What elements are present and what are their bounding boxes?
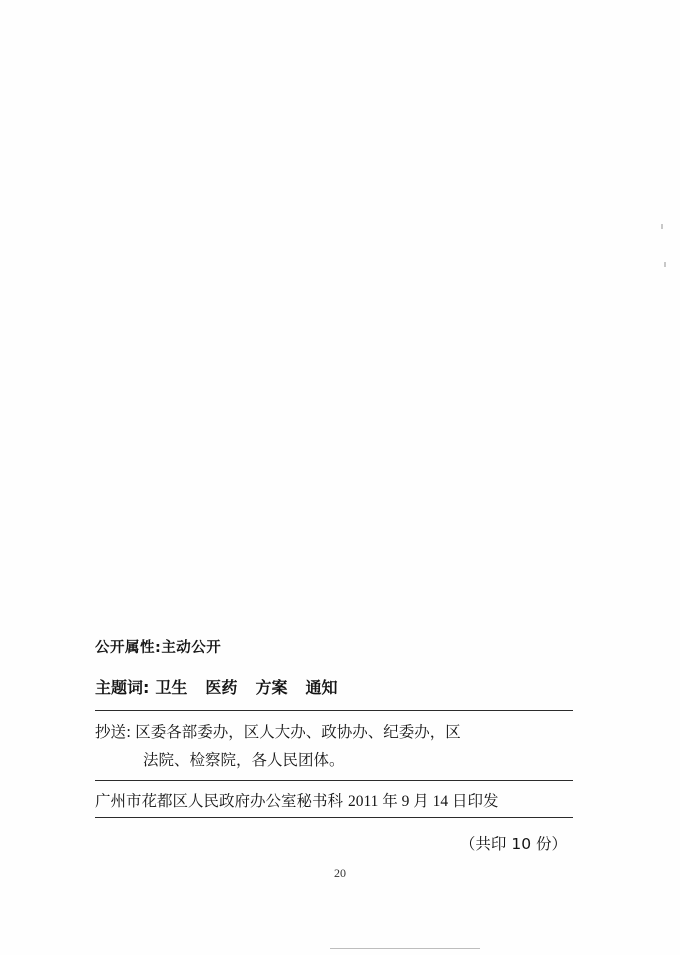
scan-speckle-1 xyxy=(661,224,663,229)
issuer-name: 广州市花都区人民政府办公室秘书科 xyxy=(95,792,344,810)
keywords-label: 主题词: xyxy=(95,678,150,697)
scan-speckle-2 xyxy=(664,262,666,267)
keywords-line xyxy=(95,675,585,698)
page-number: 20 xyxy=(334,866,346,880)
keyword-item: 方案 xyxy=(255,678,288,697)
scan-edge-line xyxy=(330,948,480,949)
cc-block xyxy=(95,711,585,780)
keyword-item: 医药 xyxy=(205,678,238,697)
disclosure-value: 主动公开 xyxy=(161,640,222,656)
disclosure-label: 公开属性: xyxy=(95,640,162,656)
issuer-line xyxy=(95,789,585,811)
copies-printed: （共印 10 份） xyxy=(459,835,567,853)
disclosure-attribute-line xyxy=(95,636,585,657)
cc-text-2: 法院、检察院，各人民团体。 xyxy=(143,751,345,769)
document-footer xyxy=(95,636,585,854)
cc-label: 抄送: xyxy=(95,723,132,741)
keyword-item: 通知 xyxy=(305,678,338,697)
cc-text-1: 区委各部委办，区人大办、政协办、纪委办，区 xyxy=(135,723,461,741)
cc-line-2 xyxy=(95,746,585,774)
keyword-item: 卫生 xyxy=(155,678,188,697)
cc-line-1 xyxy=(95,718,585,746)
issuer-block xyxy=(95,781,585,817)
issue-date: 2011 年 9 月 14 日印发 xyxy=(347,793,499,810)
